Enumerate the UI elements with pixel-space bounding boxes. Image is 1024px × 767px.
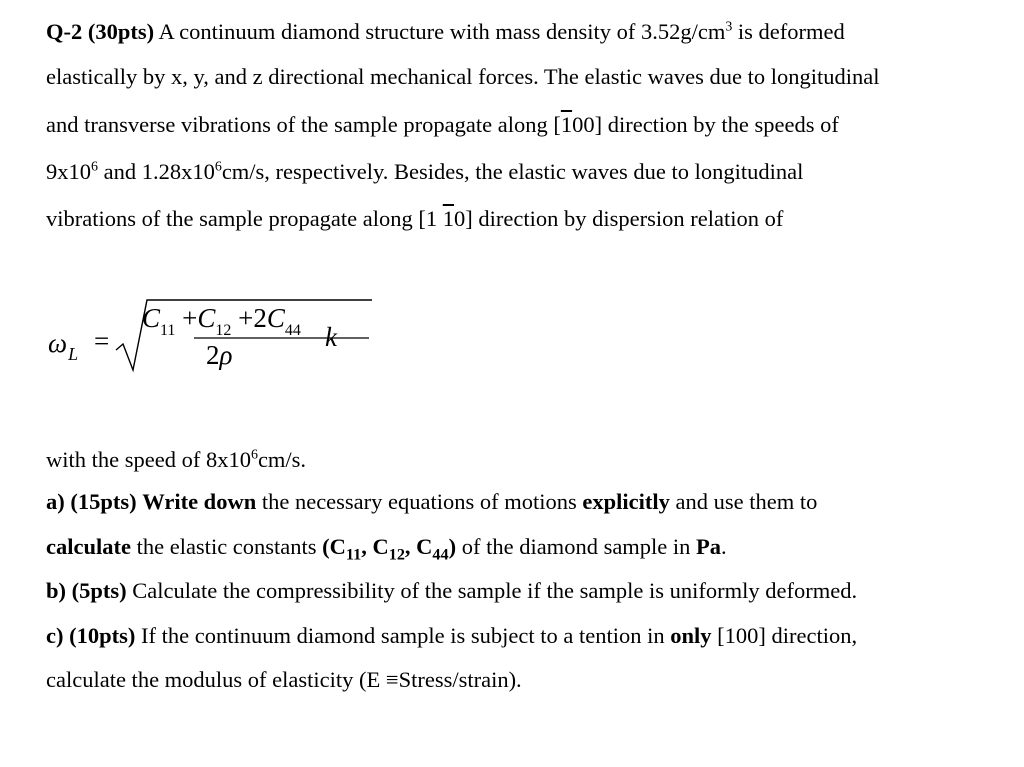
question-line-2: elastically by x, y, and z directional mechanical forces. The elastic waves due to longitudinal (46, 64, 880, 89)
question-line-4: $9x10^6$ and $1.28x10^6cm/s$, respectively. Besides, the elastic waves due to longitudinal (46, 159, 804, 184)
part-a-line-2: calculate the elastic constants ($C_{11}$, $C_{12}$, $C_{44}$) of the diamond sample in Pa. (46, 534, 727, 564)
part-c-line-2: calculate the modulus of elasticity (E ≡Stress/strain). (46, 667, 522, 692)
part-b-line: b) (5pts) Calculate the compressibility of the sample if the sample is uniformly deformed. (46, 578, 858, 603)
wavevector-k: k (325, 322, 337, 352)
speed-line: with the speed of $8x10^6cm/s$. (46, 447, 307, 472)
dispersion-formula (48, 298, 368, 378)
part-a-line-1: a) (15pts) Write down the necessary equations of motions explicitly and use them to (46, 489, 818, 514)
part-b-label: b) (5pts) (46, 578, 127, 603)
fraction-numerator: $C_{11} +C_{12} +2C_{44}$ (142, 303, 301, 339)
fraction-denominator: 2ρ (206, 340, 233, 370)
part-c-label: c) (10pts) (46, 623, 136, 648)
question-label: Q-2 (30pts) (46, 19, 155, 44)
equals-sign: = (94, 326, 110, 356)
part-a-label: a) (15pts) (46, 489, 137, 514)
part-c-line-1: c) (10pts) If the continuum diamond sample is subject to a tention in only [100] direction, (46, 623, 858, 648)
question-line-5: vibrations of the sample propagate along [1 10] direction by dispersion relation of (46, 206, 784, 231)
question-line-3: and transverse vibrations of the sample propagate along [100] direction by the speeds of (46, 112, 839, 137)
question-line-1: Q-2 (30pts) A continuum diamond structure with mass density of $3.52g/cm^3$ is deformed (46, 19, 845, 44)
overbar-digit: 1 (560, 112, 573, 137)
overbar-digit: 1 (442, 206, 455, 231)
omega-symbol: $\omega_L$ (48, 328, 79, 364)
